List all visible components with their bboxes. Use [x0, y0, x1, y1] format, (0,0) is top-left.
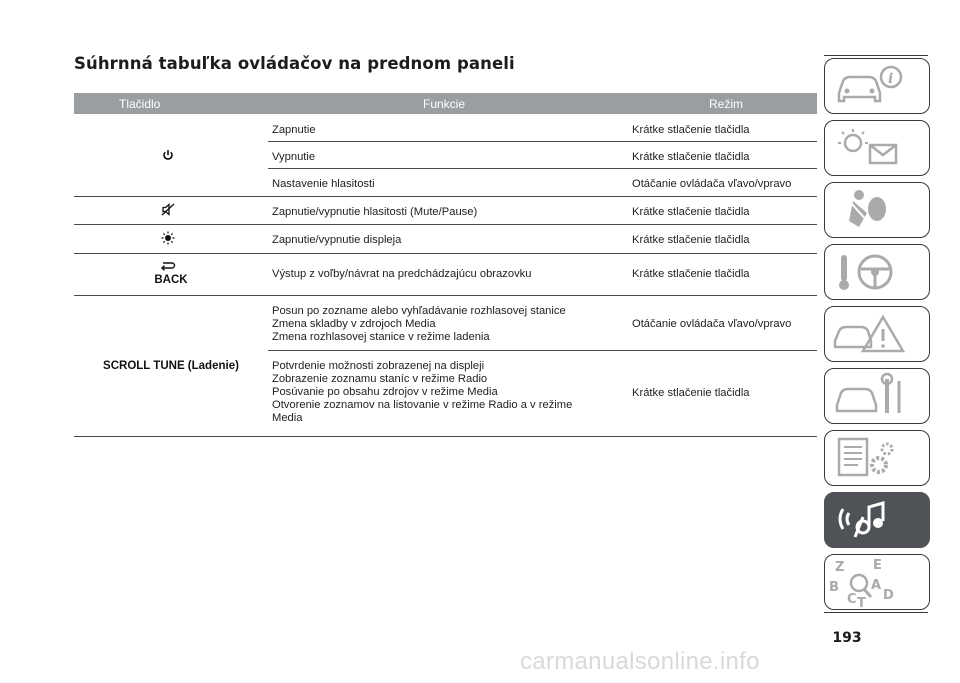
emergency-icon — [825, 307, 929, 361]
svg-text:D: D — [883, 588, 894, 603]
mode-text: Krátke stlačenie tlačidla — [632, 268, 750, 280]
tab-starting[interactable] — [824, 244, 930, 300]
function-text: Posúvanie po obsahu zdrojov v režime Media — [272, 386, 498, 398]
header-mode: Režim — [709, 97, 744, 111]
mode-text: Krátke stlačenie tlačidla — [632, 124, 750, 136]
function-text: Media — [272, 412, 303, 424]
svg-text:C: C — [847, 592, 857, 607]
tab-multimedia[interactable] — [824, 492, 930, 548]
row-divider — [74, 196, 817, 197]
mode-text: Krátke stlačenie tlačidla — [632, 151, 750, 163]
tab-safety[interactable] — [824, 182, 930, 238]
function-text: Vypnutie — [272, 151, 316, 163]
display-brightness-icon — [161, 231, 175, 250]
function-text: Zapnutie/vypnutie hlasitosti (Mute/Pause) — [272, 206, 478, 218]
power-icon — [162, 148, 174, 166]
function-text: Nastavenie hlasitosti — [272, 178, 375, 190]
scroll-tune-label: SCROLL TUNE (Ladenie) — [103, 360, 239, 372]
car-info-icon — [825, 59, 929, 113]
watermark: carmanualsonline.info — [520, 648, 760, 675]
tab-warnings[interactable] — [824, 120, 930, 176]
svg-text:T: T — [857, 596, 866, 609]
function-text: Výstup z voľby/návrat na predchádzajúcu obrazovku — [272, 268, 532, 280]
tab-rule — [824, 612, 928, 613]
function-text: Potvrdenie možnosti zobrazenej na displeji — [272, 360, 485, 372]
tab-maintenance[interactable] — [824, 368, 930, 424]
function-text: Posun po zozname alebo vyhľadávanie rozhlasovej stanice — [272, 305, 566, 317]
mode-text: Krátke stlačenie tlačidla — [632, 387, 750, 399]
row-divider — [74, 253, 817, 254]
back-label: BACK — [154, 274, 188, 286]
mode-text: Krátke stlačenie tlačidla — [632, 206, 750, 218]
mode-text: Otáčanie ovládača vľavo/vpravo — [632, 178, 792, 190]
mode-text: Krátke stlačenie tlačidla — [632, 234, 750, 246]
index-icon — [825, 555, 929, 609]
function-text: Zobrazenie zoznamu staníc v režime Radio — [272, 373, 488, 385]
svg-text:E: E — [873, 558, 882, 573]
steering-key-icon — [825, 245, 929, 299]
row-divider — [74, 224, 817, 225]
tab-index[interactable] — [824, 554, 930, 610]
multimedia-icon — [825, 493, 929, 547]
tab-rule — [824, 55, 928, 56]
row-divider — [268, 168, 817, 169]
header-function: Funkcie — [423, 97, 466, 111]
svg-text:Z: Z — [835, 560, 845, 575]
technical-data-icon — [825, 431, 929, 485]
page-title: Súhrnná tabuľka ovládačov na prednom paneli — [74, 54, 515, 73]
page-number: 193 — [832, 630, 862, 646]
maintenance-icon — [825, 369, 929, 423]
row-divider — [74, 295, 817, 296]
tab-car-info[interactable] — [824, 58, 930, 114]
row-divider — [268, 350, 817, 351]
function-text: Zapnutie/vypnutie displeja — [272, 234, 402, 246]
table-header — [74, 93, 817, 114]
function-text: Zapnutie — [272, 124, 316, 136]
tab-technical-data[interactable] — [824, 430, 930, 486]
svg-text:A: A — [871, 578, 882, 593]
header-control: Tlačidlo — [119, 97, 161, 111]
row-divider — [74, 436, 817, 437]
svg-text:B: B — [829, 580, 839, 595]
function-text: Zmena rozhlasovej stanice v režime ladenia — [272, 331, 490, 343]
svg-text:i: i — [888, 71, 894, 87]
mute-icon — [161, 203, 175, 221]
safety-airbag-icon — [825, 183, 929, 237]
mode-text: Otáčanie ovládača vľavo/vpravo — [632, 318, 792, 330]
function-text: Zmena skladby v zdrojoch Media — [272, 318, 436, 330]
tab-emergency[interactable] — [824, 306, 930, 362]
warning-light-message-icon — [825, 121, 929, 175]
function-text: Otvorenie zoznamov na listovanie v režime Radio a v režime — [272, 399, 573, 411]
row-divider — [268, 141, 817, 142]
